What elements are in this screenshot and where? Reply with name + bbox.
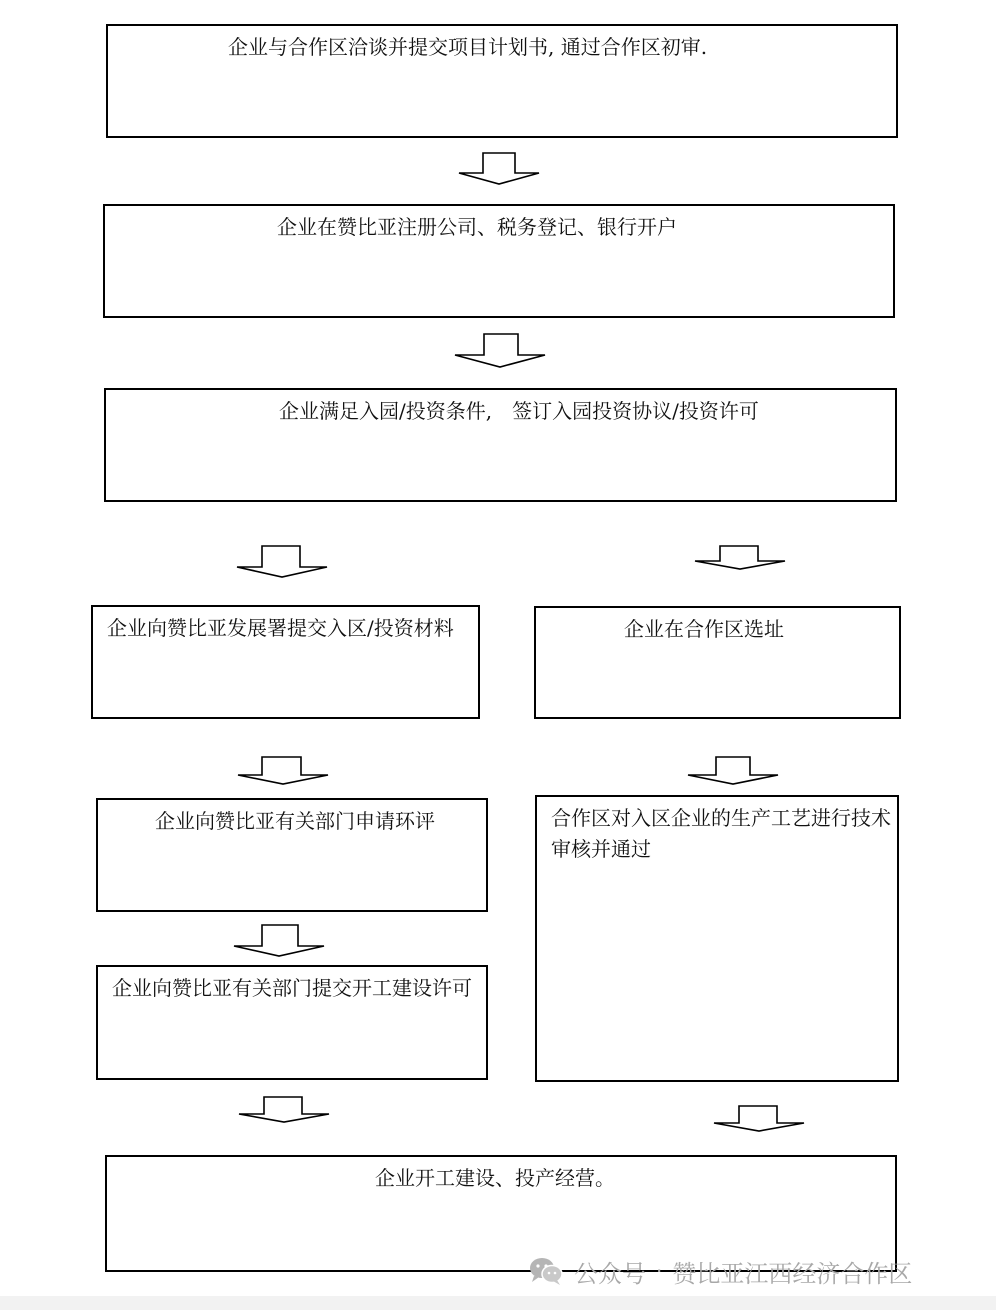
footer-strip — [0, 1296, 996, 1310]
left-step-box-6 — [96, 965, 488, 1080]
down-arrow-icon — [695, 546, 785, 570]
left-step-box-5 — [96, 798, 488, 912]
wechat-icon — [528, 1256, 564, 1286]
left-step-text-4: 企业向赞比亚发展署提交入区/投资材料 — [107, 616, 454, 640]
final-step-text: 企业开工建设、投产经营。 — [375, 1166, 615, 1190]
down-arrow-icon — [714, 1106, 804, 1132]
down-arrow-icon — [237, 546, 327, 578]
step-text-3: 企业满足入园/投资条件, 签订入园投资协议/投资许可 — [279, 399, 759, 423]
down-arrow-icon — [455, 334, 545, 368]
right-step-box-4 — [534, 606, 901, 719]
right-step-box-5 — [535, 795, 899, 1082]
left-step-text-5: 企业向赞比亚有关部门申请环评 — [155, 809, 435, 833]
down-arrow-icon — [238, 757, 328, 785]
step-box-2 — [103, 204, 895, 318]
left-step-text-6: 企业向赞比亚有关部门提交开工建设许可 — [112, 976, 472, 1000]
down-arrow-icon — [239, 1097, 329, 1123]
down-arrow-icon — [688, 757, 778, 785]
step-box-1 — [106, 24, 898, 138]
watermark-account-name: 赞比亚江西经济合作区 — [672, 1259, 913, 1288]
watermark-separator: · — [656, 1259, 663, 1283]
down-arrow-icon — [459, 153, 539, 185]
right-step-text-4: 企业在合作区选址 — [624, 617, 784, 641]
watermark — [528, 1254, 912, 1288]
right-step-text-5: 合作区对入区企业的生产工艺进行技术审核并通过 — [551, 806, 891, 861]
step-text-2: 企业在赞比亚注册公司、税务登记、银行开户 — [277, 215, 677, 239]
watermark-account-label: 公众号 — [574, 1259, 646, 1288]
step-text-1: 企业与合作区洽谈并提交项目计划书, 通过合作区初审. — [228, 35, 708, 59]
left-step-box-4 — [91, 605, 480, 719]
step-box-3 — [104, 388, 897, 502]
down-arrow-icon — [234, 925, 324, 957]
